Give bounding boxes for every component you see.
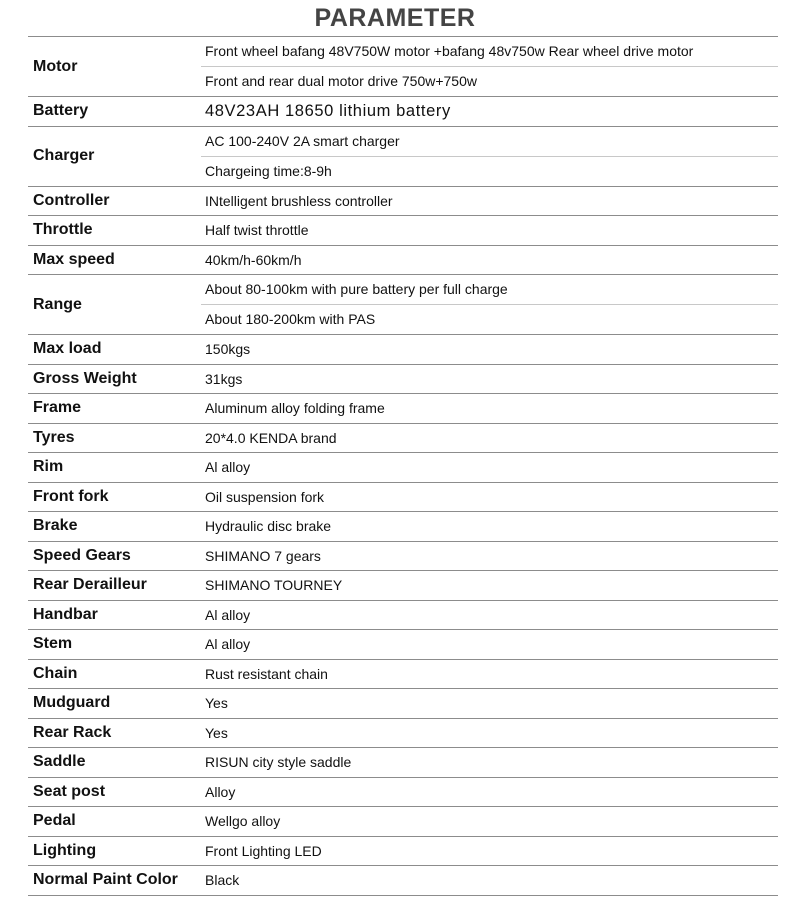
row-value: 48V23AH 18650 lithium battery xyxy=(205,102,451,120)
row-label: Brake xyxy=(33,517,78,535)
row-value: Al alloy xyxy=(205,636,251,652)
row-label: Mudguard xyxy=(33,694,111,712)
table-row xyxy=(28,778,778,808)
row-value: Al alloy xyxy=(205,606,251,623)
table-row xyxy=(28,542,778,572)
row-label: Normal Paint Color xyxy=(33,871,178,889)
row-value: Oil suspension fork xyxy=(205,488,325,505)
table-row xyxy=(28,719,778,749)
row-label: Battery xyxy=(33,102,89,120)
table-row xyxy=(28,216,778,246)
row-value: Hydraulic disc brake xyxy=(205,518,332,534)
row-value: 31kgs xyxy=(205,370,243,387)
row-value: Yes xyxy=(205,724,228,741)
row-label: Saddle xyxy=(33,753,86,771)
table-row xyxy=(28,453,778,483)
row-value: Front wheel bafang 48V750W motor +bafang 48v750w Rear wheel drive motor xyxy=(205,43,694,59)
table-row xyxy=(28,335,778,365)
row-label: Rear Rack xyxy=(33,723,112,741)
row-value: Black xyxy=(205,872,240,888)
row-label: Rim xyxy=(33,458,64,476)
row-value: 20*4.0 KENDA brand xyxy=(205,429,337,446)
row-value: Half twist throttle xyxy=(205,222,309,238)
table-row xyxy=(28,97,778,127)
row-value: INtelligent brushless controller xyxy=(205,192,393,209)
row-label: Charger xyxy=(33,147,95,164)
page-title: PARAMETER xyxy=(314,4,476,32)
table-row xyxy=(28,365,778,395)
row-label: Chain xyxy=(33,664,78,682)
row-value: Alloy xyxy=(205,783,236,800)
row-label: Pedal xyxy=(33,812,76,830)
row-value: Wellgo alloy xyxy=(205,813,281,829)
row-label: Max speed xyxy=(33,250,115,268)
row-value: Rust resistant chain xyxy=(205,665,328,682)
row-value: About 80-100km with pure battery per full charge xyxy=(205,281,508,297)
table-row xyxy=(28,689,778,719)
table-row xyxy=(28,660,778,690)
table-row xyxy=(28,807,778,837)
table-row xyxy=(28,36,778,97)
table-row xyxy=(28,394,778,424)
row-value: AC 100-240V 2A smart charger xyxy=(205,132,400,149)
row-label: Front fork xyxy=(33,487,109,505)
table-row xyxy=(28,866,778,896)
table-row xyxy=(28,571,778,601)
row-value: SHIMANO TOURNEY xyxy=(205,577,343,593)
table-row xyxy=(28,275,778,335)
row-value: Chargeing time:8-9h xyxy=(201,156,778,186)
row-label: Throttle xyxy=(33,221,93,239)
table-row xyxy=(28,246,778,276)
table-row xyxy=(28,837,778,867)
row-value: 150kgs xyxy=(205,341,251,357)
row-value: RISUN city style saddle xyxy=(205,754,352,770)
row-label: Range xyxy=(33,295,82,313)
table-row xyxy=(28,483,778,513)
row-label: Speed Gears xyxy=(33,546,131,564)
row-value: About 180-200km with PAS xyxy=(201,304,778,334)
table-row xyxy=(28,187,778,217)
table-row xyxy=(28,127,778,187)
row-value: Aluminum alloy folding frame xyxy=(205,400,385,416)
row-label: Gross Weight xyxy=(33,369,137,387)
parameter-table xyxy=(28,36,778,896)
row-value: Al alloy xyxy=(205,459,251,475)
row-label: Controller xyxy=(33,191,110,209)
table-row xyxy=(28,630,778,660)
table-row xyxy=(28,601,778,631)
table-row xyxy=(28,512,778,542)
row-label: Stem xyxy=(33,635,73,653)
row-value: Front and rear dual motor drive 750w+750w xyxy=(201,66,778,96)
row-label: Tyres xyxy=(33,428,75,446)
row-value: Yes xyxy=(205,695,228,711)
row-label: Frame xyxy=(33,399,82,417)
row-value: 40km/h-60km/h xyxy=(205,251,302,268)
row-label: Max load xyxy=(33,340,102,358)
row-value: Front Lighting LED xyxy=(205,842,322,859)
row-label: Motor xyxy=(33,57,78,75)
row-label: Rear Derailleur xyxy=(33,576,147,594)
row-label: Handbar xyxy=(33,605,98,623)
row-label: Seat post xyxy=(33,782,106,800)
table-row xyxy=(28,748,778,778)
row-label: Lighting xyxy=(33,841,97,859)
row-value: SHIMANO 7 gears xyxy=(205,547,321,564)
table-row xyxy=(28,424,778,454)
